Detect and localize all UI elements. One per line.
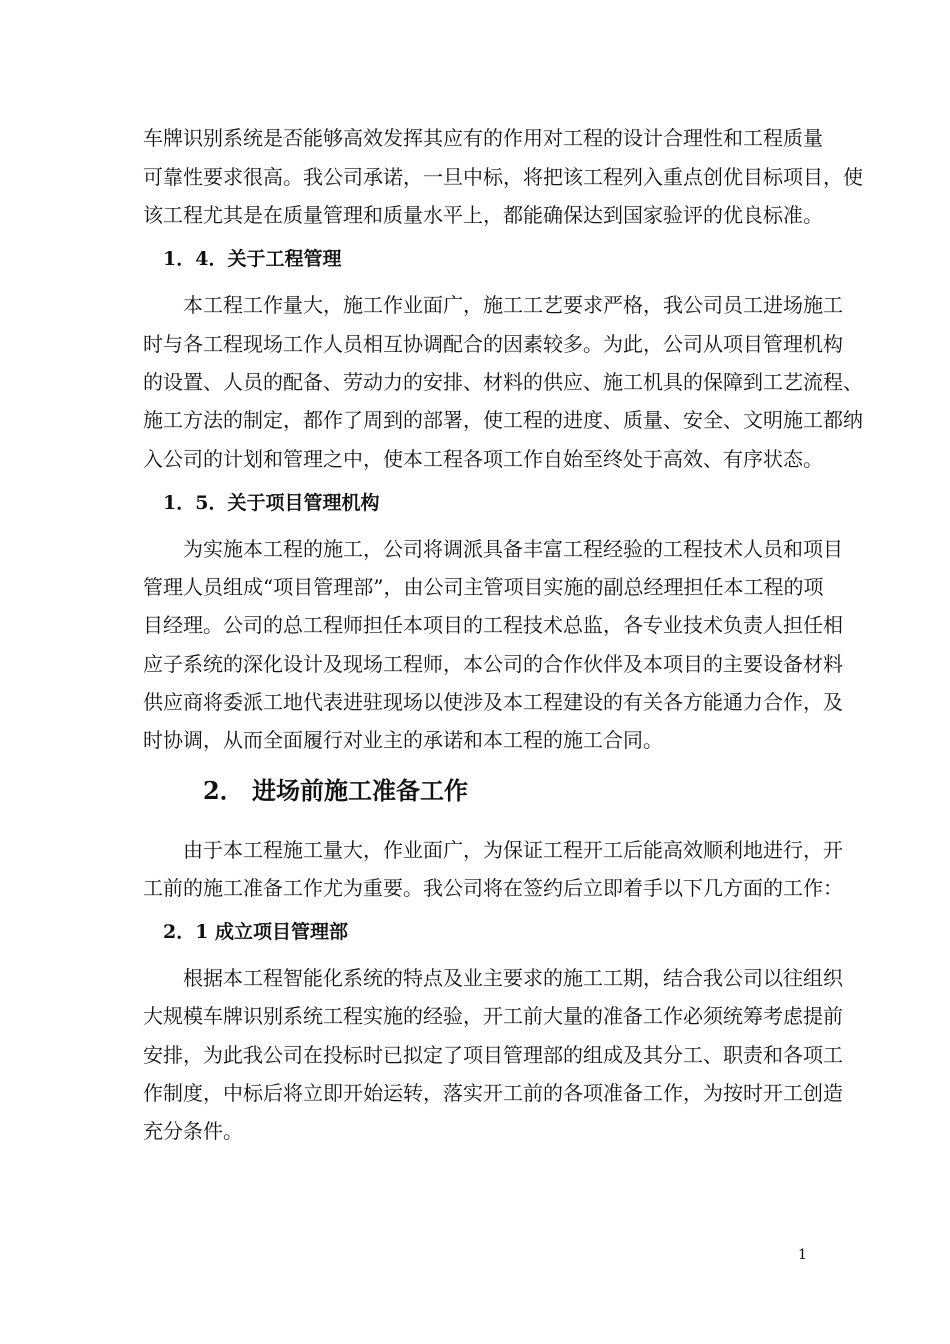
paragraph-line: 为实施本工程的施工，公司将调派具备丰富工程经验的工程技术人员和项目 [183,537,843,561]
paragraph-line: 目经理。公司的总工程师担任本项目的工程技术总监，各专业技术负责人担任相 [143,613,843,637]
paragraph-line: 安排，为此我公司在投标时已拟定了项目管理部的组成及其分工、职责和各项工 [143,1043,843,1067]
paragraph-line: 该工程尤其是在质量管理和质量水平上，都能确保达到国家验评的优良标准。 [143,203,823,227]
paragraph-line: 施工方法的制定，都作了周到的部署，使工程的进度、质量、安全、文明施工都纳 [143,408,863,432]
section-heading-1-4: 1．4．关于工程管理 [163,248,342,270]
paragraph-line: 车牌识别系统是否能够高效发挥其应有的作用对工程的设计合理性和工程质量 [143,126,823,150]
paragraph-line: 本工程工作量大，施工作业面广，施工工艺要求严格，我公司员工进场施工 [183,293,843,317]
paragraph-line: 作制度，中标后将立即开始运转，落实开工前的各项准备工作，为按时开工创造 [143,1081,843,1105]
paragraph-line: 根据本工程智能化系统的特点及业主要求的施工工期，结合我公司以往组织 [183,966,843,990]
paragraph-line: 可靠性要求很高。我公司承诺，一旦中标，将把该工程列入重点创优目标项目，使 [143,165,863,189]
paragraph-line: 管理人员组成“项目管理部”，由公司主管项目实施的副总经理担任本工程的项 [143,575,824,599]
paragraph-line: 时协调，从而全面履行对业主的承诺和本工程的施工合同。 [143,728,663,752]
section-heading-1-5: 1．5．关于项目管理机构 [163,492,380,514]
paragraph-line: 应子系统的深化设计及现场工程师，本公司的合作伙伴及本项目的主要设备材料 [143,652,843,676]
paragraph-line: 的设置、人员的配备、劳动力的安排、材料的供应、施工机具的保障到工艺流程、 [143,370,863,394]
paragraph-line: 由于本工程施工量大，作业面广，为保证工程开工后能高效顺利地进行，开 [183,838,843,862]
paragraph-line: 工前的施工准备工作尤为重要。我公司将在签约后立即着手以下几方面的工作： [143,876,843,900]
paragraph-line: 大规模车牌识别系统工程实施的经验，开工前大量的准备工作必须统筹考虑提前 [143,1004,843,1028]
chapter-heading-2: 2． 进场前施工准备工作 [203,776,469,805]
paragraph-line: 充分条件。 [143,1119,243,1143]
paragraph-line: 入公司的计划和管理之中，使本工程各项工作自始至终处于高效、有序状态。 [143,447,823,471]
paragraph-line: 时与各工程现场工作人员相互协调配合的因素较多。为此，公司从项目管理机构 [143,332,843,356]
page-number: 1 [798,1247,807,1263]
paragraph-line: 供应商将委派工地代表进驻现场以使涉及本工程建设的有关各方能通力合作，及 [143,690,843,714]
section-heading-2-1: 2．1 成立项目管理部 [163,921,349,943]
